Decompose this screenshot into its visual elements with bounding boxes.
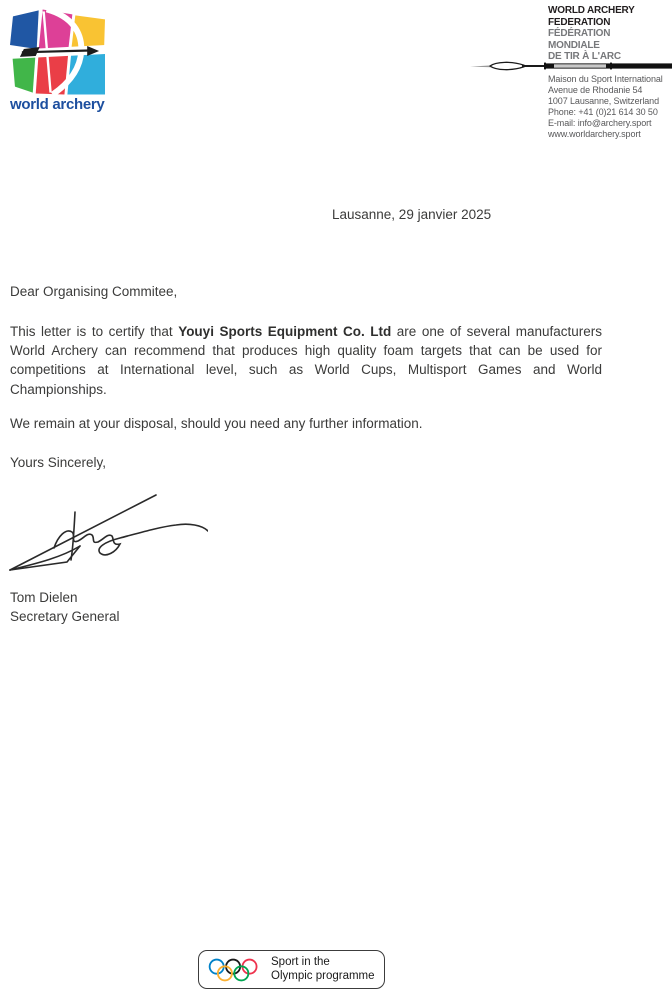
- body-text-before-bold: This letter is to certify that: [10, 324, 179, 339]
- org-name-en-line2: FEDERATION: [548, 16, 611, 28]
- address-line-website: www.worldarchery.sport: [548, 129, 641, 139]
- signatory-name: Tom Dielen: [10, 590, 78, 605]
- dateline: Lausanne, 29 janvier 2025: [332, 207, 492, 222]
- org-name-fr-line3: DE TIR À L'ARC: [548, 51, 621, 62]
- address-line-email: E-mail: info@archery.sport: [548, 118, 652, 128]
- org-name-block: [548, 5, 668, 63]
- badge-text: [271, 956, 375, 983]
- olympic-programme-badge: [198, 950, 385, 989]
- signature: [4, 486, 208, 574]
- arrow-icon: [470, 59, 672, 73]
- address-line: Avenue de Rhodanie 54: [548, 85, 643, 95]
- org-name-en-line1: WORLD ARCHERY: [548, 5, 635, 16]
- badge-line1: Sport in the: [271, 956, 330, 968]
- address-line-phone: Phone: +41 (0)21 614 30 50: [548, 107, 658, 117]
- body-paragraph: [10, 322, 602, 399]
- address-block: [548, 74, 672, 140]
- closing-line: We remain at your disposal, should you need any further information.: [10, 416, 423, 431]
- company-name: Youyi Sports Equipment Co. Ltd: [178, 324, 392, 339]
- signoff: Yours Sincerely,: [10, 455, 107, 470]
- body-text-after-bold: are one of several manufacturers World Archery can recommend that produces high quality foam targets that can be used for competitions at International level, such as World Cups, Multisport Games and World Championships.: [10, 324, 602, 397]
- logo-wordmark: world archery: [10, 96, 105, 113]
- org-name-fr-line2: MONDIALE: [548, 39, 600, 51]
- badge-line2: Olympic programme: [271, 969, 375, 982]
- world-archery-logo-icon: [10, 7, 105, 95]
- address-line: Maison du Sport International: [548, 74, 663, 84]
- org-name-fr-line1: FÉDÉRATION: [548, 28, 611, 39]
- world-archery-logo: [10, 7, 120, 113]
- olympic-rings-icon: [208, 957, 264, 983]
- greeting: Dear Organising Commitee,: [10, 284, 178, 299]
- address-line: 1007 Lausanne, Switzerland: [548, 96, 659, 106]
- signatory-title: Secretary General: [10, 609, 120, 624]
